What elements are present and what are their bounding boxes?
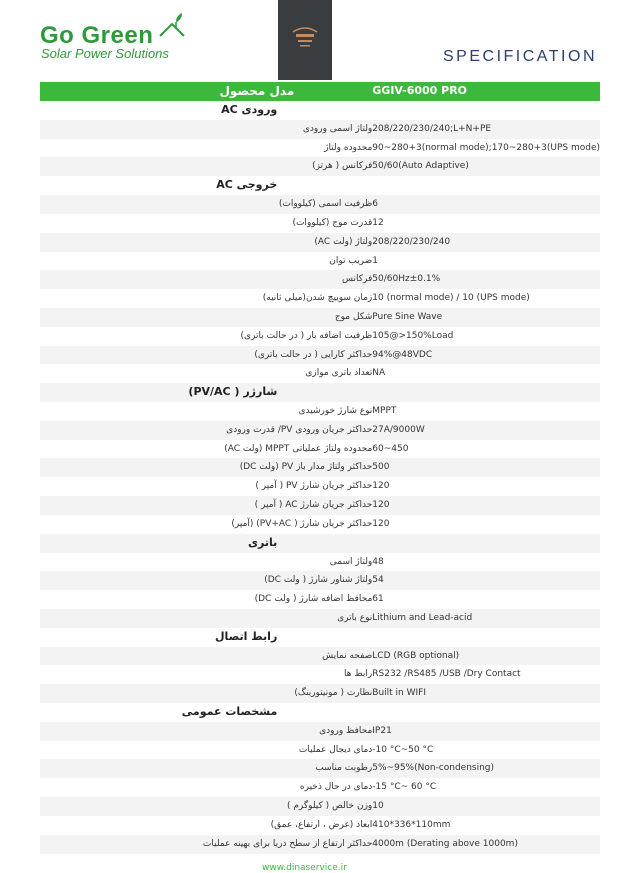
spec-value: 27A/9000W xyxy=(372,421,600,440)
spec-value: Built in WIFI xyxy=(372,684,600,703)
spec-label: حداکثر ارتفاع از سطح دریا برای بهینه عملیات xyxy=(40,835,372,854)
table-row xyxy=(40,553,600,572)
spec-label: ظرفیت اسمی (کیلووات) xyxy=(40,195,372,214)
spec-value: 208/220/230/240 xyxy=(372,233,600,252)
spec-value: -15 °C~ 60 °C xyxy=(372,782,437,793)
spec-label: تعداد باتری موازی xyxy=(305,368,373,379)
table-row xyxy=(40,214,600,233)
table-row xyxy=(40,647,600,666)
table-row xyxy=(40,308,600,327)
spec-label: محدوده ولتاژ عملیاتی MPPT (ولت AC) xyxy=(224,443,373,454)
brand-title: Go Green xyxy=(40,22,154,49)
spec-label: ولتاژ اسمی ورودی xyxy=(40,120,372,139)
table-row xyxy=(40,477,600,496)
spec-value: 50/60Hz±0.1% xyxy=(372,270,600,289)
spec-value: 10 xyxy=(372,797,600,816)
spec-label: حداکثر جریان شارژ PV ( آمپر ) xyxy=(255,481,373,492)
spec-label: ولتاژ اسمی xyxy=(329,556,373,567)
spec-value: 120 xyxy=(372,496,600,515)
table-row xyxy=(40,157,600,176)
spec-label: ابعاد (عرض ، ارتفاع، عمق) xyxy=(270,819,373,830)
section-title: ورودی AC xyxy=(221,103,278,116)
spec-label: صفحه نمایش xyxy=(40,647,372,666)
spec-label: ولتاژ (ولت AC) xyxy=(40,233,372,252)
spec-value: 90~280+3(normal mode);170~280+3(UPS mode) xyxy=(372,142,600,153)
specification-table xyxy=(40,82,600,854)
section-title: شارژر ( PV/AC) xyxy=(40,383,372,402)
spec-label: نوع شارژ خورشیدی xyxy=(298,406,373,416)
spec-value: 120 xyxy=(372,481,390,492)
spec-label: فرکانس ( هرتز) xyxy=(40,157,372,176)
spec-label: شکل موج xyxy=(40,308,372,327)
spec-value: 500 xyxy=(372,458,600,477)
footer-url: www.dinaservice.ir xyxy=(262,863,347,873)
table-row xyxy=(40,364,600,383)
spec-value xyxy=(372,703,600,722)
table-row xyxy=(40,327,600,346)
spec-value: 50/60(Auto Adaptive) xyxy=(372,157,600,176)
spec-value: Lithium and Lead-acid xyxy=(372,609,600,628)
spec-label: ظرفیت اضافه بار ( در حالت باتری) xyxy=(240,330,373,341)
table-row xyxy=(40,139,600,158)
spec-value xyxy=(372,628,600,647)
table-row xyxy=(40,515,600,534)
spec-value: 61 xyxy=(372,594,384,605)
spec-value: LCD (RGB optional) xyxy=(372,647,600,666)
spec-value: 1 xyxy=(372,255,379,266)
spec-value: 105@>150%Load xyxy=(372,330,454,341)
spec-value: 208/220/230/240;L+N+PE xyxy=(372,120,600,139)
section-row xyxy=(40,534,600,553)
house-plant-icon xyxy=(158,12,186,38)
spec-label: رابط ها xyxy=(344,669,373,680)
section-row xyxy=(40,176,600,195)
spec-label: حداکثر جریان ورودی PV/ قدرت ورودی xyxy=(40,421,372,440)
spec-value: -10 °C~50 °C xyxy=(372,744,434,755)
spec-value xyxy=(372,534,600,553)
table-row xyxy=(40,684,600,703)
section-row xyxy=(40,628,600,647)
spec-value: 5%~95%(Non-condensing) xyxy=(372,759,600,778)
section-title: مشخصات عمومی xyxy=(181,705,278,718)
spec-label: حداکثر جریان شارژ AC ( آمپر ) xyxy=(40,496,372,515)
spec-value: NA xyxy=(372,368,386,379)
spec-label: دمای دیجال عملیات xyxy=(298,744,373,755)
spec-value: 60~450 xyxy=(372,443,409,454)
model-label: مدل محصول xyxy=(40,82,372,101)
table-header-row xyxy=(40,82,600,101)
table-row xyxy=(40,722,600,741)
table-row xyxy=(40,571,600,590)
spec-label: قدرت موج (کیلووات) xyxy=(292,217,373,228)
section-row xyxy=(40,101,600,120)
table-row xyxy=(40,289,600,308)
table-row xyxy=(40,590,600,609)
table-row xyxy=(40,797,600,816)
spec-label: فرکانس xyxy=(40,270,372,289)
spec-label: وزن خالص ( کیلوگرم ) xyxy=(40,797,372,816)
spec-value: 4000m (Derating above 1000m) xyxy=(372,835,600,854)
spec-label: محدوده ولتاژ xyxy=(324,142,373,153)
table-row xyxy=(40,346,600,365)
spec-value: 410*336*110mm xyxy=(372,819,451,830)
section-title: خروجی AC xyxy=(216,178,278,192)
section-row xyxy=(40,703,600,722)
specification-title: SPECIFICATION xyxy=(443,48,597,65)
table-row xyxy=(40,835,600,854)
spec-label: ولتاژ شناور شارژ ( ولت DC) xyxy=(40,571,372,590)
section-row xyxy=(40,383,600,402)
spec-label: حداکثر کارایی ( در حالت باتری) xyxy=(40,346,372,365)
table-row xyxy=(40,120,600,139)
table-row xyxy=(40,440,600,459)
spec-label: حداکثر جریان شارژ ( PV+AC) (آمپر) xyxy=(231,518,373,529)
spec-label: محافظ اضافه شارژ ( ولت DC) xyxy=(254,594,373,605)
spec-label: نوع باتری xyxy=(40,609,372,628)
model-value: GGIV-6000 PRO xyxy=(372,82,600,101)
table-row xyxy=(40,458,600,477)
section-title: باتری xyxy=(40,534,372,553)
spec-label: حداکثر ولتاژ مدار باز PV (ولت DC) xyxy=(40,458,372,477)
spec-value: 54 xyxy=(372,571,600,590)
page-header xyxy=(0,0,639,84)
table-row xyxy=(40,402,600,421)
table-row xyxy=(40,252,600,271)
spec-value: 6 xyxy=(372,195,600,214)
table-row xyxy=(40,665,600,684)
spec-value: 48 xyxy=(372,556,384,567)
table-row xyxy=(40,741,600,760)
spec-value xyxy=(372,383,600,402)
spec-label: محافظ ورودی xyxy=(40,722,372,741)
spec-value xyxy=(372,176,600,195)
table-row xyxy=(40,778,600,797)
spec-label: زمان سوییچ شدن(میلی ثانیه) xyxy=(262,293,373,304)
dina-service-logo-icon xyxy=(290,22,320,52)
go-green-logo xyxy=(40,22,190,66)
spec-value: 10 (normal mode) / 10 (UPS mode) xyxy=(372,293,530,304)
spec-value: 94%@48VDC xyxy=(372,346,600,365)
table-row xyxy=(40,421,600,440)
spec-value: Pure Sine Wave xyxy=(372,308,600,327)
spec-value: MPPT xyxy=(372,406,397,416)
table-row xyxy=(40,759,600,778)
table-row xyxy=(40,270,600,289)
table-row xyxy=(40,233,600,252)
section-title: رابط اتصال xyxy=(215,629,278,643)
spec-label: رطوبت مناسب xyxy=(40,759,372,778)
spec-value: RS232 /RS485 /USB /Dry Contact xyxy=(372,669,521,680)
spec-label: ضریب توان xyxy=(329,255,373,266)
table-row xyxy=(40,496,600,515)
spec-value: 12 xyxy=(372,217,384,228)
dina-service-logo xyxy=(278,0,332,80)
spec-value: 120 xyxy=(372,518,390,529)
spec-value xyxy=(372,101,600,120)
table-row xyxy=(40,816,600,835)
spec-value: IP21 xyxy=(372,722,600,741)
brand-subtitle: Solar Power Solutions xyxy=(41,46,169,61)
spec-label: دمای در حال ذخیره xyxy=(299,782,373,793)
table-row xyxy=(40,195,600,214)
table-row xyxy=(40,609,600,628)
spec-label: نظارت ( مونیتورینگ) xyxy=(40,684,372,703)
